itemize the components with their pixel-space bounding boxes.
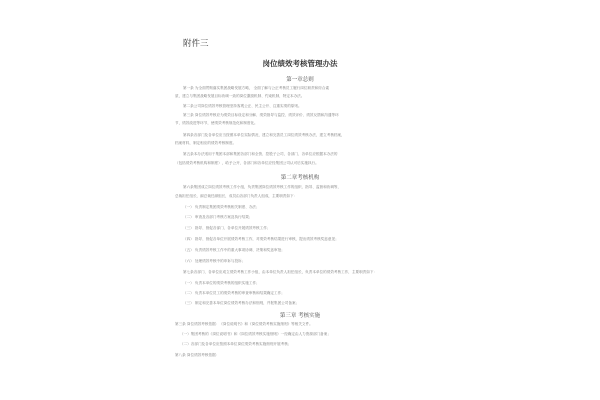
attachment-label: 附件三: [183, 39, 209, 49]
body-line: 第八条 岗位绩效考核依据：: [175, 353, 220, 357]
chapter-heading: 第一章总则: [286, 77, 314, 83]
body-line: （一） 负责本单位的绩效考核的组织实施工作；: [183, 281, 260, 285]
body-line: 第七条各部门、各单位应成立绩效考核工作小组，由本单位负责人担任组长，负责本单位的绩效考核工作，主要职责如下：: [183, 270, 378, 274]
body-line: （一）集团考核的《岗位说明书》和《岗位绩效考核实施细则》一经确定由人力资源部门备案；: [180, 332, 331, 336]
body-line: 第二条公司岗位绩效考核管理坚持客观公正、民主公开、注重实绩的原则。: [183, 104, 302, 108]
body-line: （三） 制定和完善本单位岗位绩效考核办法和细则，并报集团公司备案；: [183, 301, 300, 305]
body-line: （一） 负责制定集团绩效考核相关制度、办法；: [183, 205, 260, 209]
body-line: （三） 指导、督促各部门、各单位开展绩效考核工作；: [183, 226, 271, 230]
body-line: 第三条 岗位绩效考核应为绩效目标设定和分解、绩效指导与监控、绩效评价、绩效反馈和沟通等环: [183, 113, 339, 117]
body-line: （六） 处理绩效考核中的申诉与投诉；: [183, 259, 246, 263]
body-line: 节，绩效改进等环节，使绩效考核规范化和制度化。: [175, 121, 258, 125]
chapter-heading: 第二章考核机构: [280, 175, 320, 181]
body-line: 第五条本办法适用于集团本部和集团各部门和全资、控股子公司，各部门、各单位应根据本办法的: [183, 152, 338, 156]
body-line: （四） 指导、督促各单位开展绩效考核工作，对绩效考核结果进行审核，提出绩效考核奖惩意见；: [183, 237, 339, 241]
body-line: （二）各部门及各单位应按照本单位岗位绩效考核实施细则开展考核；: [180, 342, 292, 346]
body-line: 第四条各部门及各单位应当按照本单位实际情况，建立和完善员工岗位绩效考核办法，建立考核档案，: [183, 133, 345, 137]
body-line: （二） 审查及各部门考核方案及执行结果；: [183, 215, 253, 219]
document-title: 岗位绩效考核管理办法: [262, 59, 338, 68]
chapter-heading: 第三章 考核实施: [279, 313, 321, 319]
body-line: 第三条 岗位绩效考核依据：《岗位说明书》和《岗位绩效考核实施细则》等相关文件。: [175, 322, 313, 326]
body-line: 第一条 为全面贯彻落实集团战略发展方略， 全面了解与公正考核员工履行岗位职责和综合素: [183, 86, 330, 90]
body-line: （五） 负责绩效考核工作中的重大事项协调、决策和奖惩审批；: [183, 248, 285, 252]
body-line: 档案材料，制定相应的绩效考核制度。: [175, 141, 237, 145]
body-line: （二） 负责本单位员工的绩效考核的审查审核和结果确定工作；: [183, 291, 285, 295]
body-line: 质，建立与集团战略发展目标协调一致的岗位激励机制、约束机制，特定本办法。: [175, 94, 305, 98]
body-line: （包括绩效考核机构和制度），给予公开，各部门和各单位应经集团公司认可后实施执行。: [175, 161, 319, 165]
body-line: 第六条集团成立岗位绩效考核工作小组，负责集团岗位绩效考核工作的组织、指导、监督和协调等，: [183, 185, 342, 189]
body-line: 总裁担任组长，副总裁任副组长，成员由各部门负责人组成，主要职责如下：: [175, 194, 298, 198]
